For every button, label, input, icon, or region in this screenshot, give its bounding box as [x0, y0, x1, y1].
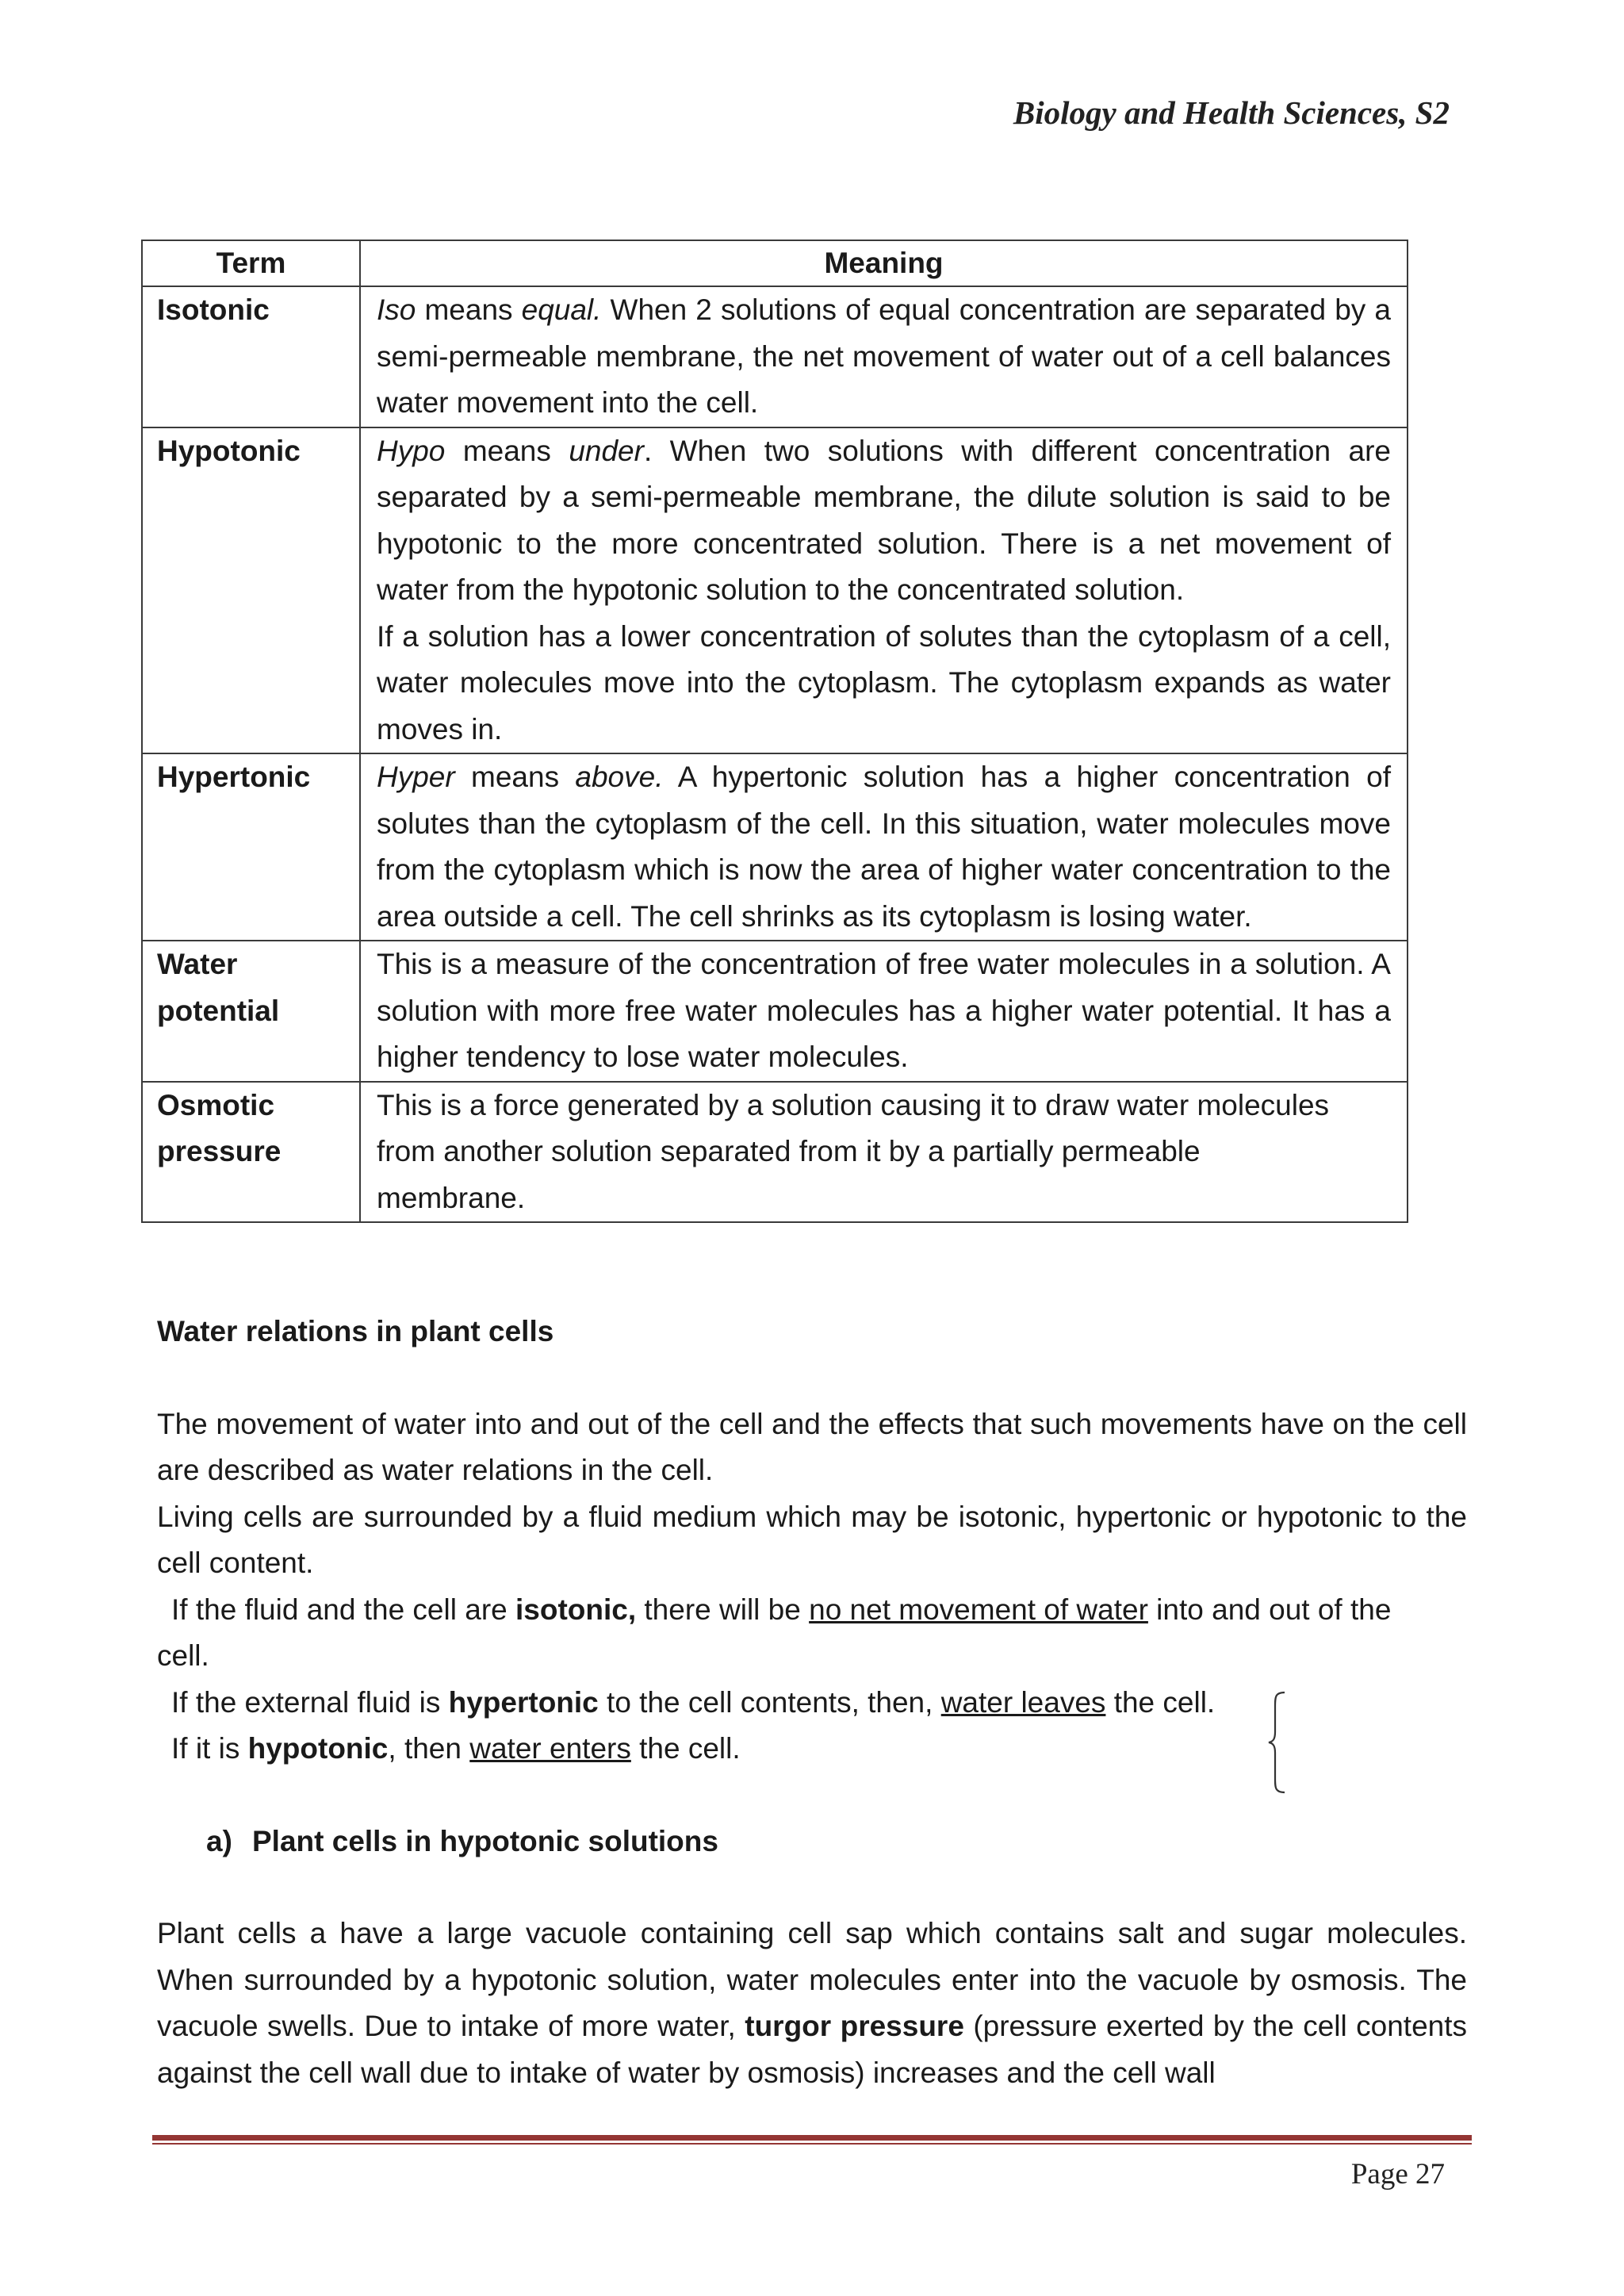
page-number: Page 27: [1350, 2158, 1445, 2191]
term-cell: Osmotic pressure: [142, 1082, 360, 1223]
table-row: [142, 1082, 1408, 1223]
table-row: [142, 427, 1408, 754]
subsection-heading: a) Plant cells in hypotonic solutions: [157, 1819, 1467, 1865]
subsection-label: a): [206, 1824, 232, 1857]
running-header: Biology and Health Sciences, S2: [1013, 94, 1450, 131]
section-heading: Water relations in plant cells: [157, 1315, 554, 1347]
meaning-cell: This is a measure of the concentration of free water molecules in a solution. A solution with more free water molecules has a higher water potential. It has a higher tendency to lose water molecules.: [360, 941, 1408, 1082]
term-prefix: Hyper: [377, 761, 455, 793]
table-row: [142, 941, 1408, 1082]
hypotonic-statement: If it is hypotonic, then water enters the cell.: [171, 1732, 741, 1765]
col-term-header: Term: [142, 240, 360, 286]
hypertonic-statement: If the external fluid is hypertonic to the cell contents, then, water leaves the cell.: [171, 1685, 1216, 1719]
curly-brace-icon: [1267, 1691, 1286, 1794]
col-meaning-header: Meaning: [360, 240, 1408, 286]
meaning-cell: Hypo means under. When two solutions with different concentration are separated by a semi-permeable membrane, the dilute solution is said to be hypotonic to the more concentrated solution. There is a net movement of water from the hypotonic solution to the concentrated solution. If a solution has a lower concentration of solutes than the cytoplasm of a cell, water molecules move into the cytoplasm. The cytoplasm expands as water moves in.: [360, 427, 1408, 754]
isotonic-statement-cont: cell.: [157, 1639, 209, 1672]
meaning-cell: Hyper means above. A hypertonic solution has a higher concentration of solutes than the cytoplasm of the cell. In this situation, water molecules move from the cytoplasm which is now the area of higher water concentration to the area outside a cell. The cell shrinks as its cytoplasm is losing water.: [360, 753, 1408, 941]
paragraph: Living cells are surrounded by a fluid medium which may be isotonic, hypertonic or hypotonic to the cell content.: [157, 1500, 1467, 1579]
term-cell: Hypertonic: [142, 753, 360, 941]
term-cell: Water potential: [142, 941, 360, 1082]
paragraph: Plant cells a have a large vacuole containing cell sap which contains salt and sugar molecules. When surrounded by a hypotonic solution, water molecules enter into the vacuole by osmosis. The vacuole swells. Due to intake of more water, turgor pressure (pressure exerted by the cell contents against the cell wall due to intake of water by osmosis) increases and the cell wall: [157, 1917, 1468, 2089]
isotonic-statement: If the fluid and the cell are isotonic, there will be no net movement of water into and out of the: [171, 1593, 1392, 1626]
term-prefix: Iso: [377, 293, 416, 326]
prefix-meaning: under: [569, 434, 644, 467]
term-cell: Hypotonic: [142, 427, 360, 754]
prefix-meaning: above.: [575, 761, 664, 793]
terms-table: [141, 240, 1408, 1223]
table-row: [142, 753, 1408, 941]
term-prefix: Hypo: [377, 434, 446, 467]
meaning-cell: This is a force generated by a solution causing it to draw water molecules from another solution separated from it by a partially permeable membrane.: [360, 1082, 1408, 1223]
paragraph: The movement of water into and out of the cell and the effects that such movements have on the cell are described as water relations in the cell.: [157, 1407, 1467, 1486]
meaning-cell: Iso means equal. When 2 solutions of equal concentration are separated by a semi-permeable membrane, the net movement of water out of a cell balances water movement into the cell.: [360, 286, 1408, 427]
table-row: [142, 286, 1408, 427]
term-cell: Isotonic: [142, 286, 360, 427]
footer-rule: [152, 2135, 1472, 2145]
prefix-meaning: equal.: [521, 293, 602, 326]
table-header-row: [142, 240, 1408, 286]
meaning-extra: If a solution has a lower concentration of solutes than the cytoplasm of a cell, water molecules move into the cytoplasm. The cytoplasm expands as water moves in.: [377, 619, 1391, 746]
